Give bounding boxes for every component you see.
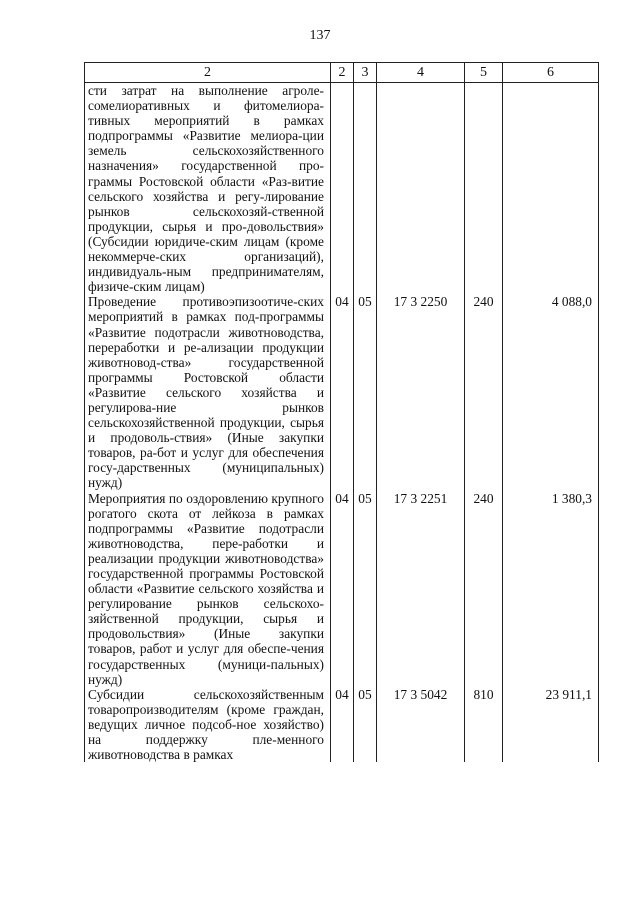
table-row — [85, 491, 599, 687]
row-expense-type-code — [465, 83, 503, 295]
table-row — [85, 687, 599, 762]
row-target-article-code: 17 3 2251 — [377, 491, 465, 687]
row-section-code: 04 — [331, 491, 354, 687]
budget-table — [84, 62, 599, 762]
row-amount: 1 380,3 — [503, 491, 599, 687]
row-amount: 4 088,0 — [503, 294, 599, 490]
row-target-article-code: 17 3 5042 — [377, 687, 465, 762]
row-description: Субсидии сельскохозяйственным товаропроизводителям (кроме граждан, ведущих личное подсоб-ное хозяйство) на поддержку пле-менного животноводства в рамках — [85, 687, 331, 762]
row-section-code — [331, 83, 354, 295]
column-header: 2 — [331, 63, 354, 83]
column-header: 5 — [465, 63, 503, 83]
column-header: 3 — [354, 63, 377, 83]
row-section-code: 04 — [331, 294, 354, 490]
row-expense-type-code: 810 — [465, 687, 503, 762]
row-description: Проведение противоэпизоотиче-ских мероприятий в рамках под-программы «Развитие подотрасли животноводства, переработки и ре-ализации продукции животновод-ства» государственной программы Ростовской области «Развитие сельского хозяйства и регулирова-ние рынков сельскохозяйственной продукции, сырья и продоволь-ствия» (Иные закупки товаров, ра-бот и услуг для обеспечения госу-дарственных (муниципальных) нужд) — [85, 294, 331, 490]
row-subsection-code: 05 — [354, 294, 377, 490]
row-subsection-code: 05 — [354, 687, 377, 762]
page-number: 137 — [309, 28, 331, 43]
row-description: Мероприятия по оздоровлению крупного рогатого скота от лейкоза в рамках подпрограммы «Развитие подотрасли животноводства, пере-работки и реализации продукции животноводства» государственной программы Ростовской области «Развитие сельского хозяйства и регулирование рынков сельскохо-зяйственной продукции, сырья и продовольствия» (Иные закупки товаров, работ и услуг для обеспе-чения государственных (муници-пальных) нужд) — [85, 491, 331, 687]
row-target-article-code: 17 3 2250 — [377, 294, 465, 490]
row-expense-type-code: 240 — [465, 294, 503, 490]
table-row — [85, 294, 599, 490]
column-header: 6 — [503, 63, 599, 83]
row-amount — [503, 83, 599, 295]
row-description: сти затрат на выполнение агроле-сомелиоративных и фитомелиора-тивных мероприятий в рамках подпрограммы «Развитие мелиора-ции земель сельскохозяйственного назначения» государственной про-граммы Ростовской области «Раз-витие сельского хозяйства и регу-лирование рынков сельскохозяй-ственной продукции, сырья и про-довольствия» (Субсидии юридиче-ским лицам (кроме некоммерче-ских организаций), индивидуаль-ным предпринимателям, физиче-ским лицам) — [85, 83, 331, 295]
row-expense-type-code: 240 — [465, 491, 503, 687]
column-number-header-row — [85, 63, 599, 83]
row-target-article-code — [377, 83, 465, 295]
table-row — [85, 83, 599, 295]
column-header: 2 — [85, 63, 331, 83]
row-amount: 23 911,1 — [503, 687, 599, 762]
row-subsection-code: 05 — [354, 491, 377, 687]
row-section-code: 04 — [331, 687, 354, 762]
column-header: 4 — [377, 63, 465, 83]
row-subsection-code — [354, 83, 377, 295]
